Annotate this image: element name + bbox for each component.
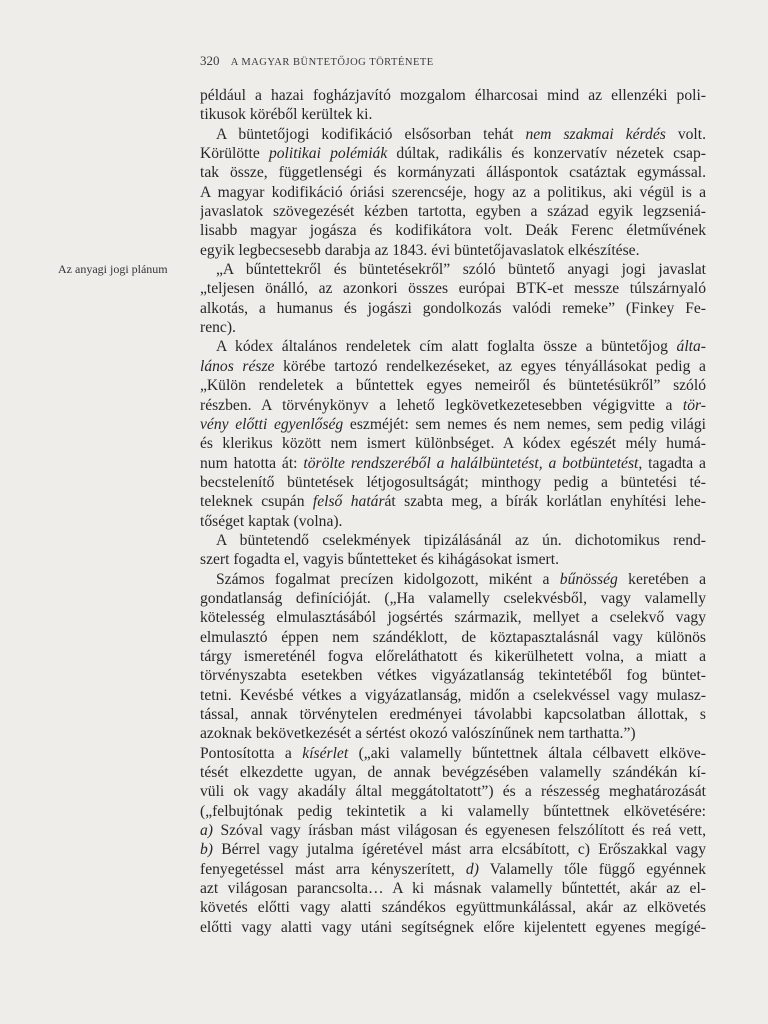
line-text: tak össze, függetlenségi és kormányzati álláspontok csatáztak egymással. [200, 164, 706, 182]
line-text: Bérrel vagy jutalma ígéretével mást arra elcsábított, c) Erőszakkal vagy [213, 841, 706, 859]
italic-phrase: tör- [682, 396, 706, 414]
italic-phrase: d) [465, 860, 479, 878]
line-text: Pontosította a [200, 744, 303, 762]
line-text: követés előtti vagy alatti szándékos együttmunkálással, akár az elkövetés [200, 899, 706, 917]
text-line [200, 666, 706, 685]
line-text: („felbujtónak pedig tekintetik a ki valamelly bűntettnek elkövetésére: [200, 802, 706, 820]
italic-phrase: felső határ [312, 493, 385, 511]
line-text: tagadta a [642, 454, 706, 472]
text-line [200, 434, 706, 453]
italic-phrase: kísérlet [302, 744, 349, 762]
text-line [200, 550, 706, 569]
line-text: teleknek csupán [200, 493, 313, 511]
line-text: volt. [665, 125, 706, 143]
line-text: tikusok köréből kerültek ki. [200, 106, 373, 124]
italic-phrase: b) [200, 841, 213, 859]
line-text: törvényszabta esetekben vétkes vigyázatlanság tekintetéből fog büntet- [200, 667, 706, 685]
text-line [200, 454, 706, 473]
text-line [200, 918, 706, 937]
line-text: renc). [200, 319, 236, 337]
text-line [200, 898, 706, 917]
line-text: Számos fogalmat precízen kidolgozott, miként a [216, 570, 560, 588]
text-line [200, 357, 706, 376]
text-line [200, 686, 706, 705]
line-text: szert fogadta el, vagyis bűntetteket és kihágásokat ismert. [200, 551, 559, 569]
line-text: A kódex általános rendeletek cím alatt foglalta össze a büntetőjog [216, 338, 677, 356]
text-line [200, 840, 706, 859]
line-text: „Külön rendeletek a bűntettek egyes nemeiről és büntetésükről” szóló [200, 377, 706, 395]
text-line [200, 724, 706, 743]
line-text: át szabta meg, a bírák korlátlan enyhítési lehe- [384, 493, 706, 511]
line-text: például a hazai fogházjavító mozgalom élharcosai mind az ellenzéki poli- [200, 87, 706, 104]
line-text: kötelesség elmulasztásából jogsértés származik, mellyet a cselekvő vagy [200, 609, 706, 627]
running-header [200, 53, 434, 69]
line-text: előtti vagy alatti vagy utáni segítségnek előre kijelentett egyenes megígé- [200, 918, 706, 936]
text-line [200, 376, 706, 395]
line-text: „A bűntettekről és büntetésekről” szóló büntető anyagi jogi javaslat [216, 261, 706, 279]
text-line [200, 821, 706, 840]
line-text: vüli ok vagy akadály által meggátoltatott”) és a részesség meghatározását [200, 783, 706, 801]
text-line [200, 105, 706, 124]
line-text: keretében a [617, 570, 706, 588]
text-line [200, 473, 706, 492]
text-line [200, 396, 706, 415]
line-text: Valamelly tőle függő egyénnek [478, 860, 706, 878]
text-line [200, 144, 706, 163]
line-text: azoknak bekövetkezését a sértést okozó valószínűnek nem tarthatta.”) [200, 725, 636, 743]
text-line [200, 647, 706, 666]
text-line [200, 628, 706, 647]
line-text: tetni. Kevésbé vétkes a vigyázatlanság, midőn a cselekvéssel vagy mulasz- [200, 686, 706, 704]
line-text: azt világosan parancsolta… A ki másnak valamelly bűntettét, akár az el- [200, 880, 706, 898]
text-line [200, 299, 706, 318]
text-line [200, 589, 706, 608]
italic-phrase: lános része [200, 357, 275, 375]
text-line [200, 802, 706, 821]
text-line [200, 337, 706, 356]
line-text: és klerikus között nem ismert különbséget. A kódex egészét mély humá- [200, 435, 706, 453]
line-text: becstelenítő büntetések létjogosultságát; minthogy pedig a büntetési té- [200, 473, 706, 491]
text-line [200, 86, 706, 105]
text-line [200, 183, 706, 202]
text-line [200, 241, 706, 260]
text-line [200, 531, 706, 550]
text-line [200, 318, 706, 337]
line-text: tással, annak törvénytelen eredményei távolabbi kapcsolatban állottak, s [200, 706, 706, 723]
line-text: num hatotta át: [200, 454, 304, 472]
line-text: dúltak, radikális és konzervatív nézetek csap- [387, 145, 706, 163]
text-line [200, 260, 706, 279]
line-text: részben. A törvénykönyv a lehető legkövetkezetesebben végigvitte a [200, 396, 683, 414]
text-line [200, 860, 706, 879]
italic-phrase: a) [200, 822, 213, 840]
body-text [200, 86, 706, 937]
line-text: A magyar kodifikáció óriási szerencséje, hogy az a politikus, aki végül is a [200, 183, 706, 201]
text-line [200, 570, 706, 589]
line-text: Szóval vagy írásban mást világosan és egyenesen felszólított és reá vett, [213, 822, 706, 840]
italic-phrase: bűnösség [559, 570, 618, 588]
text-line [200, 279, 706, 298]
text-line [200, 879, 706, 898]
line-text: A büntetőjogi kodifikáció elsősorban tehát [216, 125, 526, 143]
margin-note: Az anyagi jogi plánum [58, 262, 168, 276]
text-line [200, 125, 706, 144]
italic-phrase: vény előtti egyenlőség [200, 415, 344, 433]
page-number: 320 [200, 53, 220, 68]
italic-phrase: nem szakmai kérdés [525, 125, 666, 143]
line-text: A büntetendő cselekmények tipizálásánál az ún. dichotomikus rend- [216, 531, 706, 549]
text-line [200, 782, 706, 801]
text-line [200, 608, 706, 627]
text-line [200, 221, 706, 240]
text-line [200, 705, 706, 724]
line-text: („aki valamelly bűntettnek általa célbavett elköve- [348, 744, 706, 762]
line-text: alkotás, a humanus és jogászi gondolkozás valódi remeke” (Finkey Fe- [200, 299, 706, 317]
italic-phrase: politikai polémiák [268, 145, 388, 163]
text-line [200, 415, 706, 434]
line-text: „teljesen önálló, az azonkori összes európai BTK-et messze túlszárnyaló [200, 280, 706, 298]
line-text: egyik legbecsesebb darabja az 1843. évi büntetőjavaslatok elkészítése. [200, 241, 640, 259]
line-text: tárgy ismereténél fogva előreláthatott és kikerülhetett volna, a miatt a [200, 647, 706, 665]
text-line [200, 492, 706, 511]
line-text: tését elkezdette ugyan, de annak bevégzésében valamelly szándékán kí- [200, 764, 706, 782]
line-text: Körülötte [200, 145, 269, 163]
text-line [200, 163, 706, 182]
line-text: gondatlanság definícióját. („Ha valamelly cselekvésből, vagy valamelly [200, 589, 706, 607]
line-text: eszméjét: sem nemes és nem nemes, sem pedig világi [343, 415, 706, 433]
line-text: körébe tartozó rendelkezéseket, az egyes tényállásokat pedig a [274, 357, 706, 375]
running-title: A MAGYAR BÜNTETŐJOG TÖRTÉNETE [230, 57, 434, 68]
line-text: elmulasztó éppen nem szándéklott, de köztapasztalásnál vagy különös [200, 628, 706, 646]
italic-phrase: törölte rendszeréből a halálbüntetést, a botbüntetést, [303, 454, 643, 472]
text-line [200, 202, 706, 221]
line-text: tőséget kaptak (volna). [200, 512, 343, 530]
text-line [200, 763, 706, 782]
line-text: lisabb magyar jogásza és kodifikátora volt. Deák Ferenc életművének [200, 222, 706, 240]
text-line [200, 512, 706, 531]
line-text: javaslatok szövegezését kézben tartotta, egyben a század egyik legzseniá- [200, 203, 706, 221]
italic-phrase: álta- [676, 338, 706, 356]
text-line [200, 744, 706, 763]
line-text: fenyegetéssel mást arra kényszerített, [200, 860, 466, 878]
